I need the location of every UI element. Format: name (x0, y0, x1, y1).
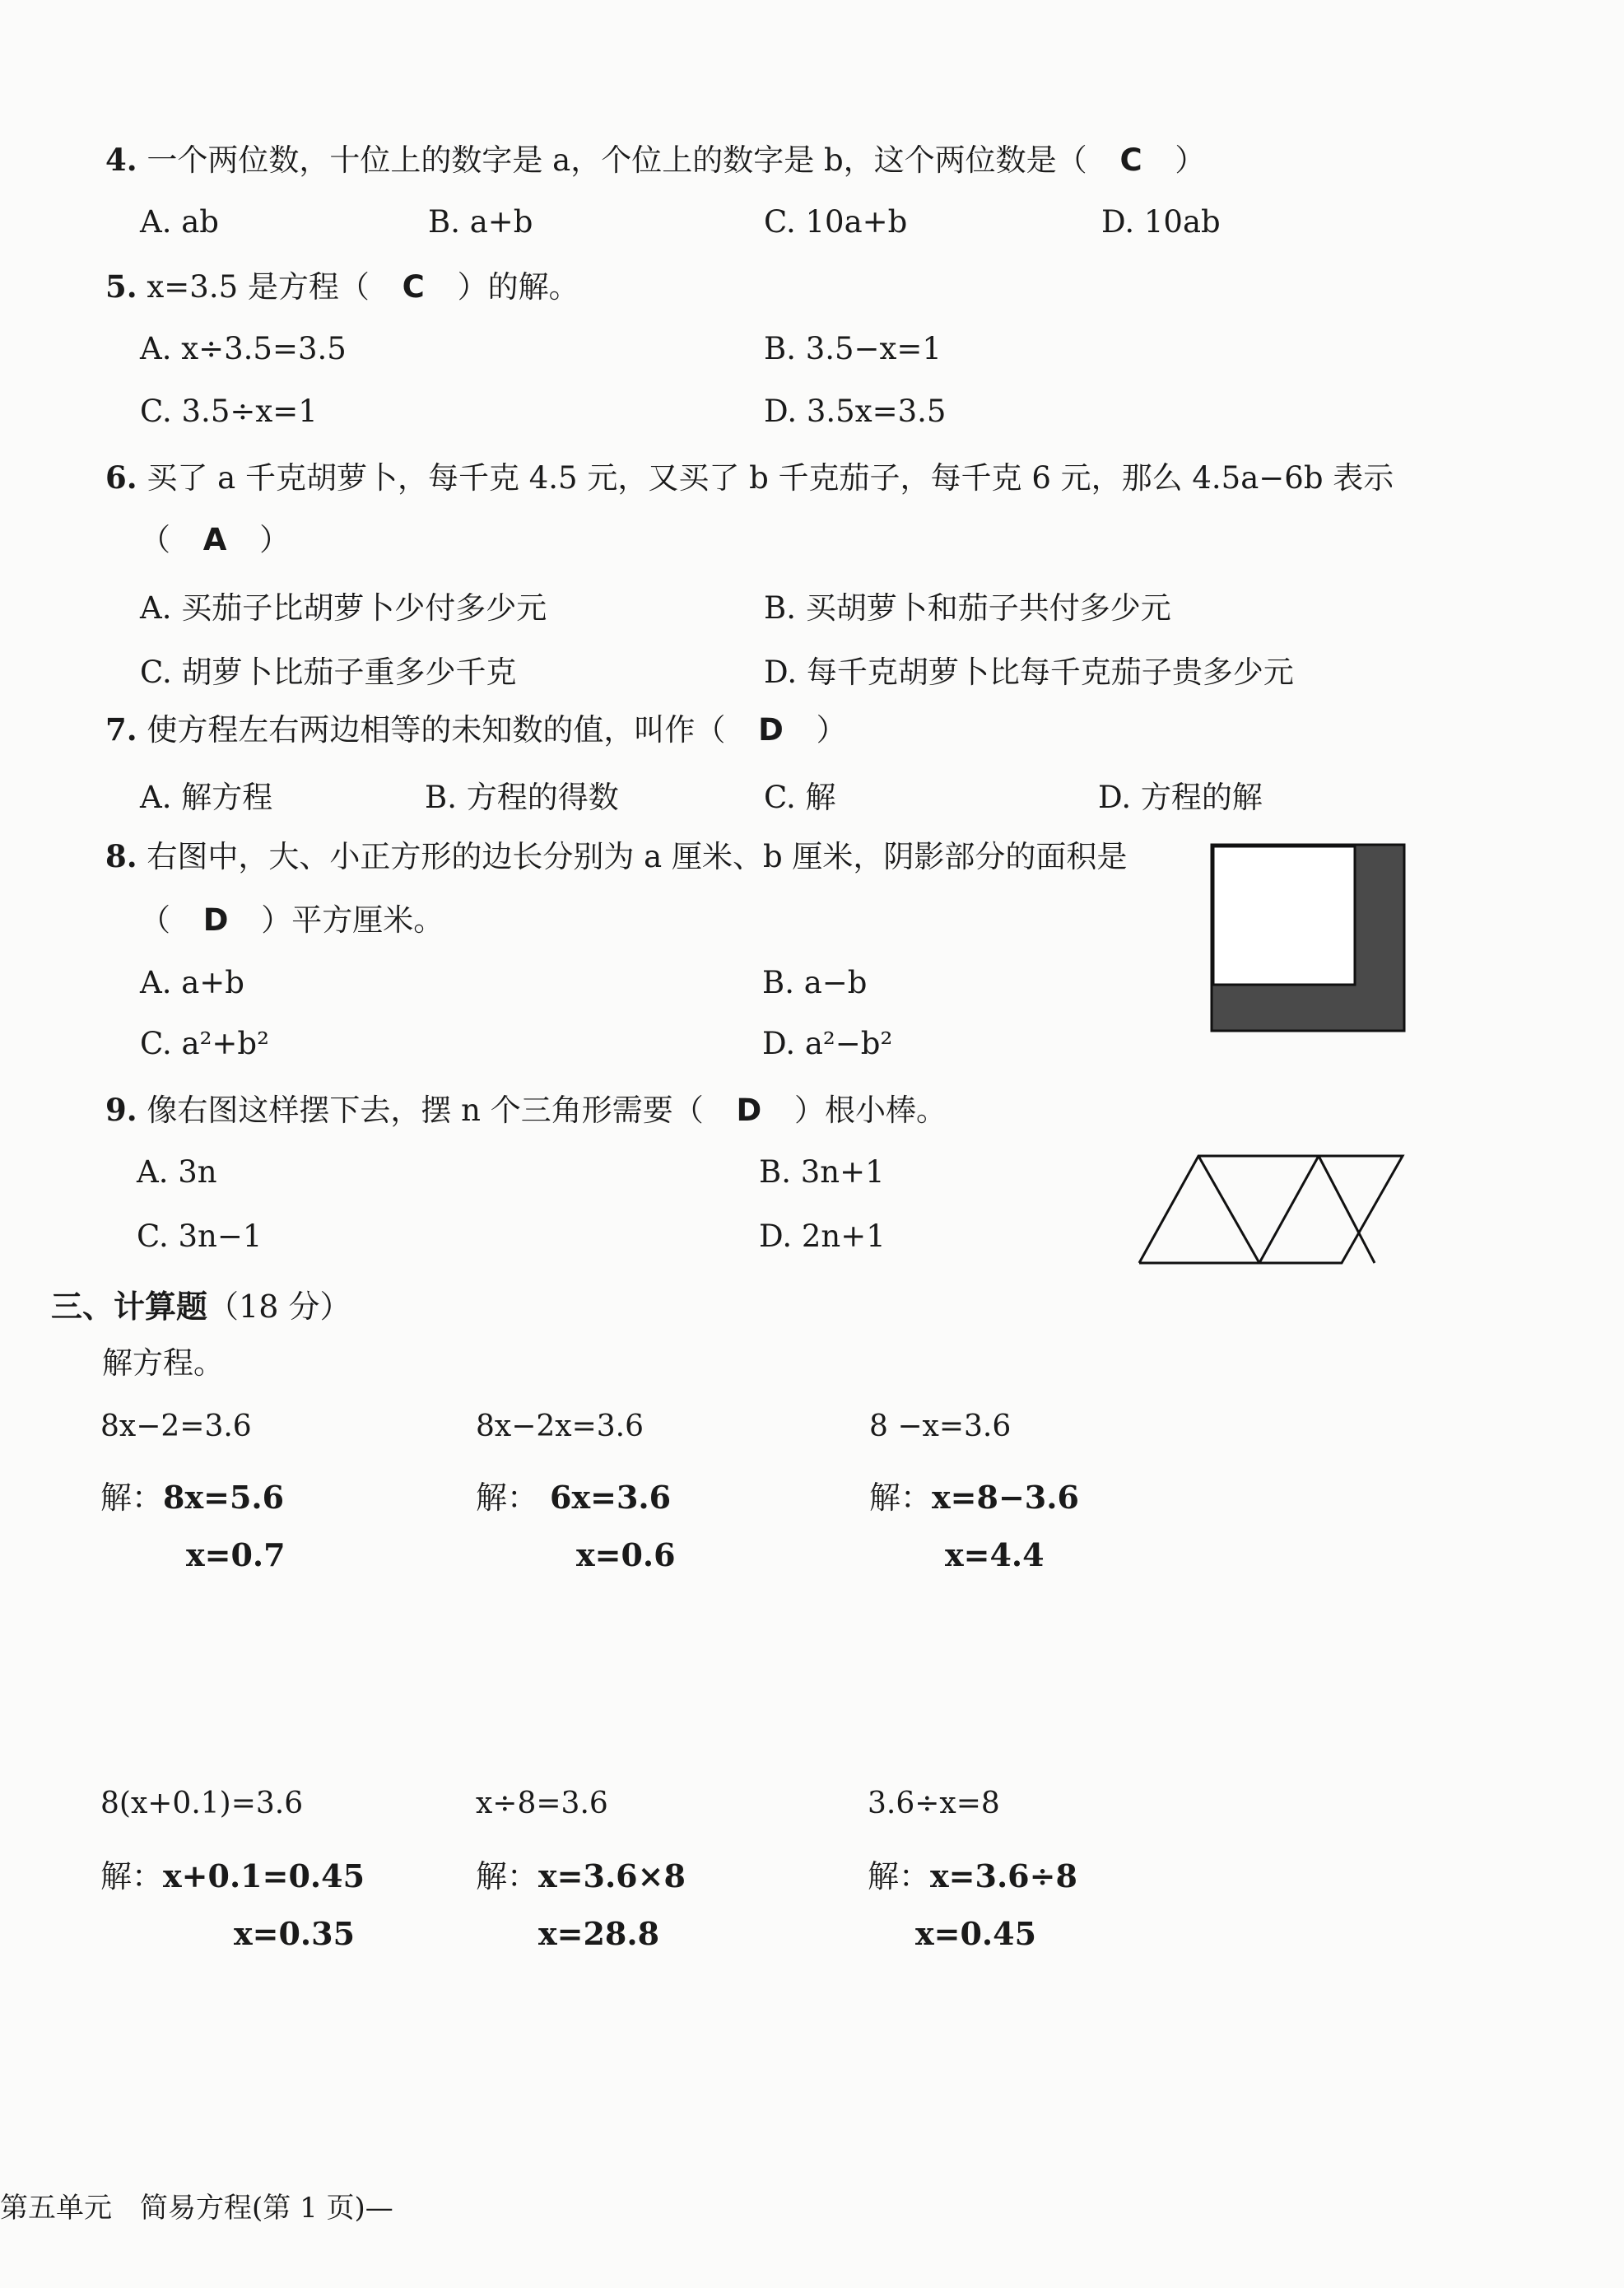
q6-text: 买了 a 千克胡萝卜，每千克 4.5 元，又买了 b 千克茄子，每千克 6 元，那么 4.5a−6b 表示 (147, 460, 1394, 496)
problem-5-equation: x÷8=3.6 (476, 1787, 608, 1820)
q8-number: 8. (105, 838, 137, 874)
q6-answer-line (140, 520, 290, 560)
q7-option-d: D. 方程的解 (1098, 780, 1263, 815)
problem-4-step1-text: x+0.1=0.45 (163, 1857, 365, 1894)
q9-answer: D (736, 1093, 762, 1128)
page-footer: 第五单元 简易方程(第 1 页)— (0, 2192, 393, 2225)
triangle-stick-2 (1259, 1156, 1319, 1263)
q8-option-d: D. a²−b² (762, 1026, 893, 1061)
q9-option-c: C. 3n−1 (137, 1219, 263, 1254)
problem-6-label: 解： (868, 1858, 931, 1894)
q7-stem (105, 710, 847, 750)
q9-option-d: D. 2n+1 (759, 1219, 886, 1254)
q8-option-a: A. a+b (140, 965, 244, 1000)
q6-open: （ (140, 522, 170, 557)
q6-stem (105, 458, 1394, 498)
q8-stem (105, 836, 1127, 877)
q8-text: 右图中，大、小正方形的边长分别为 a 厘米、b 厘米，阴影部分的面积是 (147, 839, 1128, 874)
q6-option-a: A. 买茄子比胡萝卜少付多少元 (140, 590, 547, 626)
q5-answer: C (402, 269, 425, 305)
triangle-outline (1139, 1156, 1403, 1263)
q8-open: （ (140, 902, 170, 938)
q8-answer-line (140, 901, 444, 940)
problem-5-step1 (476, 1851, 686, 1896)
q7-option-c: C. 解 (764, 780, 836, 815)
q6-option-c: C. 胡萝卜比茄子重多少千克 (140, 655, 517, 690)
problem-4-step2: x=0.35 (234, 1915, 356, 1952)
q5-number: 5. (105, 268, 137, 305)
q8-option-b: B. a−b (762, 965, 868, 1000)
q8-option-c: C. a²+b² (140, 1026, 269, 1061)
problem-6-step1-text: x=3.6÷8 (930, 1857, 1077, 1894)
q4-close: ） (1175, 142, 1206, 178)
q7-number: 7. (105, 711, 137, 748)
triangle-stick-1 (1198, 1156, 1259, 1263)
q7-text: 使方程左右两边相等的未知数的值，叫作（ (147, 712, 726, 748)
problem-1-label: 解： (100, 1480, 164, 1516)
problem-3-step1 (869, 1472, 1079, 1517)
problem-5-step2: x=28.8 (538, 1915, 660, 1952)
section3-instruction: 解方程。 (102, 1345, 224, 1381)
problem-4-label: 解： (100, 1858, 164, 1894)
problem-4-step1 (100, 1851, 365, 1896)
q8-squares-figure (1210, 843, 1406, 1032)
q7-answer: D (758, 712, 784, 748)
small-square (1213, 846, 1355, 985)
problem-6-step1 (868, 1851, 1077, 1896)
problem-1-step1-text: 8x=5.6 (163, 1479, 285, 1516)
problem-4-equation: 8(x+0.1)=3.6 (100, 1787, 304, 1820)
problem-1-step2: x=0.7 (186, 1536, 286, 1573)
q4-option-b: B. a+b (428, 204, 533, 240)
problem-5-step1-text: x=3.6×8 (538, 1857, 686, 1894)
problem-3-equation: 8 −x=3.6 (869, 1410, 1012, 1443)
q4-stem (105, 140, 1205, 180)
q4-answer: C (1119, 142, 1142, 178)
problem-1-step1 (100, 1472, 284, 1517)
q4-option-a: A. ab (140, 204, 219, 240)
q6-number: 6. (105, 459, 137, 496)
problem-6-step2: x=0.45 (915, 1915, 1037, 1952)
problem-2-step2: x=0.6 (576, 1536, 676, 1573)
q8-post: ）平方厘米。 (261, 902, 444, 938)
triangle-stick-3 (1319, 1156, 1375, 1263)
q8-answer: D (202, 902, 229, 938)
section3-score: （18 分） (207, 1288, 351, 1325)
section3-title: 三、计算题 (51, 1288, 208, 1325)
problem-2-step1 (476, 1472, 671, 1517)
q9-stem (105, 1090, 947, 1130)
q6-answer: A (202, 522, 227, 557)
q4-number: 4. (105, 142, 137, 178)
problem-3-label: 解： (869, 1480, 933, 1516)
q7-option-a: A. 解方程 (140, 780, 273, 815)
problem-2-equation: 8x−2x=3.6 (476, 1410, 644, 1443)
q5-post: ）的解。 (457, 269, 579, 305)
problem-2-label: 解： (476, 1480, 539, 1516)
q9-post: ）根小棒。 (794, 1093, 947, 1128)
q5-option-d: D. 3.5x=3.5 (764, 394, 947, 429)
q7-close: ） (816, 712, 847, 748)
q5-option-b: B. 3.5−x=1 (764, 331, 942, 366)
q5-text: x=3.5 是方程（ (147, 269, 370, 305)
q9-triangles-figure (1136, 1153, 1408, 1266)
q6-option-b: B. 买胡萝卜和茄子共付多少元 (764, 590, 1171, 626)
q9-text: 像右图这样摆下去，摆 n 个三角形需要（ (147, 1093, 704, 1128)
q4-text: 一个两位数，十位上的数字是 a，个位上的数字是 b，这个两位数是（ (147, 142, 1087, 178)
problem-6-equation: 3.6÷x=8 (868, 1787, 1000, 1820)
q7-option-b: B. 方程的得数 (425, 780, 619, 815)
problem-1-equation: 8x−2=3.6 (100, 1410, 252, 1443)
q4-option-d: D. 10ab (1101, 204, 1221, 240)
q9-option-a: A. 3n (137, 1154, 217, 1190)
problem-2-step1-text: 6x=3.6 (550, 1479, 672, 1516)
problem-3-step2: x=4.4 (945, 1536, 1045, 1573)
q9-option-b: B. 3n+1 (759, 1154, 885, 1190)
problem-3-step1-text: x=8−3.6 (932, 1479, 1079, 1516)
q5-stem (105, 267, 579, 307)
q6-option-d: D. 每千克胡萝卜比每千克茄子贵多少元 (764, 655, 1294, 690)
q5-option-c: C. 3.5÷x=1 (140, 394, 318, 429)
q6-close: ） (259, 522, 291, 557)
q5-option-a: A. x÷3.5=3.5 (140, 331, 347, 366)
section3-heading (51, 1281, 351, 1326)
q9-number: 9. (105, 1092, 137, 1128)
problem-5-label: 解： (476, 1858, 539, 1894)
q4-option-c: C. 10a+b (764, 204, 908, 240)
